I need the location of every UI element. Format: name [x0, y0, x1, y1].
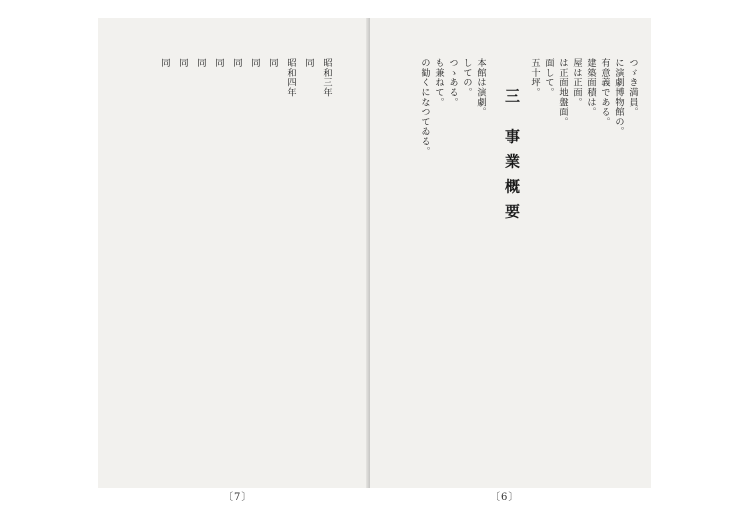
text-column: も兼ねて。: [433, 58, 444, 107]
text-column: 同: [249, 58, 260, 68]
text-column: 同: [159, 58, 170, 68]
page-number: 〔7〕: [223, 492, 253, 503]
text-column: の勧くになつてゐる。: [419, 58, 430, 156]
text-column: 同: [267, 58, 278, 68]
left-page: [98, 18, 370, 503]
text-column: は正面地盤面。: [557, 58, 568, 127]
text-column: 五十坪。: [529, 58, 540, 98]
text-column: 面して。: [543, 58, 554, 98]
text-column: 本館は演劇。: [475, 58, 486, 117]
text-column: に演劇博物館の。: [613, 58, 624, 137]
text-column: 同: [303, 58, 314, 68]
text-column: 同: [195, 58, 206, 68]
section-heading: 三 事業概要: [503, 88, 521, 229]
text-column: つゝある。: [447, 58, 458, 107]
text-column: つゞき満員。: [627, 58, 638, 117]
text-column: 有意義である。: [599, 58, 610, 127]
text-column: 同: [177, 58, 188, 68]
right-page: [370, 18, 651, 503]
text-column: 昭和三年: [321, 58, 332, 98]
page-number: 〔6〕: [490, 492, 520, 503]
text-column: 同: [213, 58, 224, 68]
text-column: 昭和四年: [285, 58, 296, 98]
text-column: 建築面積は。: [585, 58, 596, 117]
text-column: 同: [231, 58, 242, 68]
text-column: しての。: [461, 58, 472, 98]
text-column: 屋は正面。: [571, 58, 582, 107]
